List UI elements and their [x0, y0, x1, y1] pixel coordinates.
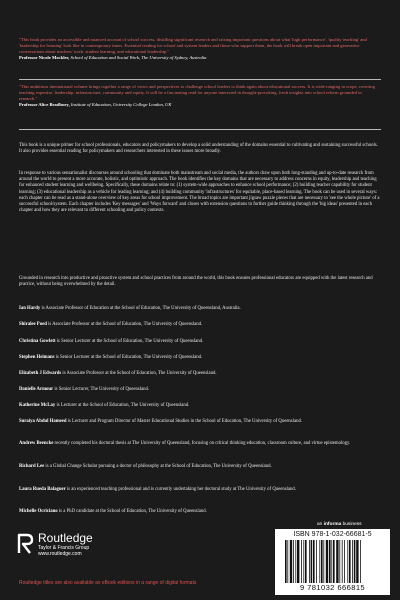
barcode-bars: [285, 540, 381, 583]
divider: [19, 79, 381, 80]
contributor-bio: [19, 339, 381, 345]
contributor-bio: [19, 509, 381, 515]
barcode-bar: [347, 540, 348, 583]
description-paragraph: Grounded in research into productive and proactive system and school practices from around the world, this book ensures professional educators are equipped with the latest research and practice, without being overwhelmed by the detail.: [19, 276, 373, 288]
contributor-bio: [19, 355, 381, 361]
endorsement-quote: "This book provides an accessible and nuanced account of school success, distilling significant research and raising important questions about what 'high performance', 'quality teaching' and 'leadership for learning' look like in contemporary times. Essential reading for school and system leaders and those who support them, the book will break open important and generative conversations about teachers' work, student learning, and educational leadership.": [19, 37, 367, 55]
barcode-bar: [342, 540, 343, 583]
description-paragraph: This book is a unique primer for school professionals, educators and policymakers to develop a solid understanding of the domains essential to cultivating and sustaining successful schools. It also provides essential reading for policymakers and researchers interested in these issues more broadly.: [19, 143, 378, 155]
endorsement-quote: "This ambitious international volume brings together a range of views and perspectives to challenge school leaders to think again about educational success. It is wide-ranging in scope, covering teaching expertise, leadership, infrastructure, community and equity. It will be a fascinating read for anyone interested in thought-provoking, fresh insights into school reform grounded in research.": [19, 84, 375, 102]
description-paragraph: In response to various sensationalist discourses around schooling that dominate both mainstream and social media, the authors draw upon both long-standing and up-to-date research from around the world to present a more accurate, holistic, and optimistic approach. The book identifies the key domains that are necessary to address concerns in equity, leadership and teaching for enhanced student learning and wellbeing. Specifically, these domains relate to: (1) system-wide approaches to enhance school performance; (2) building teacher capability for student learning; (3) educational leadership as a vehicle for leading learning; and (4) building community 'infrastructures' for equitable, place-based learning. The book can be used in several ways: each chapter can be read as a stand-alone overview of key areas for school improvement. The broad topics are important jigsaw puzzle pieces that are necessary to 'see the whole picture' of a successful school/system. Each chapter includes 'Key messages' and 'Ways forward' and closes with extension questions to further guide thinking through the 'big ideas' presented in each chapter and how they are relevant to different schooling and policy contexts.: [19, 171, 380, 214]
contributor-name: Shiralee Poed: [19, 322, 47, 327]
contributor-text: is Lecturer at the School of Education, The University of Queensland.: [55, 403, 190, 408]
contributor-bio: [19, 322, 381, 328]
barcode-bar: [360, 540, 361, 583]
barcode-bar: [356, 540, 358, 583]
publisher-name: Routledge: [38, 531, 93, 545]
contributor-text: is Senior Lecturer, The University of Queensland.: [53, 387, 150, 392]
contributor-name: Elizabeth J Edwards: [19, 371, 62, 376]
contributor-name: Katherine McLay: [19, 403, 56, 408]
barcode-bar: [290, 540, 292, 583]
endorsement-author: Professor Nicole Mockler, School of Education and Social Work, The University of Sydney, Australia: [19, 55, 207, 61]
contributor-name: Richard Lee: [19, 464, 45, 469]
contributor-text: is Associate Professor at the School of Education, The University of Queensland.: [46, 322, 203, 327]
barcode-bar: [309, 540, 310, 583]
contributor-bio: [19, 371, 381, 377]
divider: [19, 129, 381, 130]
contributor-name: Stephen Heimans: [19, 355, 55, 360]
contributor-text: is an experienced teaching professional and is currently undertaking her doctoral study at The University of Queensland.: [65, 487, 296, 492]
barcode-bar: [293, 540, 294, 583]
informa-word: informa: [323, 522, 342, 527]
barcode-bar: [313, 540, 315, 583]
contributor-text: is Associate Professor at the School of Education, The University of Queensland.: [61, 371, 217, 376]
barcode-bar: [316, 540, 317, 583]
contributor-text: recently completed his doctoral thesis at The University of Queensland, focusing on critical thinking education, classroom culture, and virtue epistemology.: [53, 441, 351, 446]
barcode-bar: [354, 540, 356, 583]
contributor-name: Ian Hardy: [19, 306, 41, 311]
barcode-bar: [319, 540, 320, 583]
barcode-bar: [329, 540, 331, 583]
contributor-text: is Senior Lecturer at the School of Education, The University of Queensland.: [55, 339, 204, 344]
routledge-logo-icon: [17, 532, 34, 554]
contributor-name: Suraiya Abdul Hameed: [19, 419, 67, 424]
contributor-name: Laura Rueda Balaguer: [19, 487, 66, 492]
contributor-bio: [19, 403, 381, 409]
informa-suffix: business: [341, 522, 362, 527]
routledge-logo: [17, 530, 137, 570]
endorser-name: Professor Alice Bradbury: [19, 102, 69, 108]
isbn-text: ISBN 978-1-032-66681-5: [293, 531, 372, 538]
barcode-bar: [321, 540, 323, 583]
endorser-affiliation: School of Education and Social Work, The University of Sydney, Australia: [70, 55, 207, 61]
informa-prefix: an: [317, 522, 324, 527]
publisher-group: Taylor & Francis Group: [38, 545, 90, 551]
barcode-bar: [285, 540, 287, 583]
endorser-affiliation: Institute of Education, University College London, UK: [70, 102, 172, 108]
barcode-bar: [344, 540, 345, 583]
contributor-text: is Senior Lecturer at the School of Education, The University of Queensland.: [54, 355, 203, 360]
contributor-text: is a Global Change Scholar pursuing a doctor of philosophy at the School of Education, The University of Queensland.: [44, 464, 272, 469]
contributor-name: Andrew Beencke: [19, 441, 54, 446]
barcode-bar: [295, 540, 296, 583]
barcode-bar: [326, 540, 328, 583]
barcode-bar: [301, 540, 302, 583]
barcode-bar: [297, 540, 299, 583]
endorsement-2: [19, 84, 381, 108]
barcode-bar: [311, 540, 313, 583]
publisher-url: www.routledge.com: [38, 551, 82, 557]
informa-tagline: [317, 522, 362, 527]
barcode-bar: [339, 540, 340, 583]
ebook-note: Routledge titles are also available as eBook editions in a range of digital formats: [19, 580, 197, 586]
contributor-name: Christina Gowlett: [19, 339, 56, 344]
contributor-text: is a PhD candidate at the School of Education, The University of Queensland.: [57, 509, 207, 514]
barcode-bar: [323, 540, 324, 583]
barcode-bar: [349, 540, 351, 583]
barcode-bar: [333, 540, 335, 583]
barcode: [275, 529, 390, 595]
contributor-text: is Lecturer and Program Director of Master Educational Studies in the School of Education, The University of Queensland.: [66, 419, 303, 424]
barcode-bar: [331, 540, 332, 583]
barcode-bar: [303, 540, 304, 583]
contributor-bio: [19, 419, 381, 425]
endorser-name: Professor Nicole Mockler: [19, 55, 69, 61]
contributor-bio: [19, 464, 381, 470]
barcode-bar: [352, 540, 353, 583]
contributor-bio: [19, 441, 381, 447]
contributor-bio: [19, 306, 381, 312]
contributor-bio: [19, 387, 381, 393]
contributor-bio: [19, 487, 381, 493]
contributor-name: Michelle Ocriciano: [19, 509, 58, 514]
barcode-bar: [305, 540, 307, 583]
contributor-name: Danielle Armour: [19, 387, 54, 392]
endorsement-1: [19, 37, 381, 61]
endorsement-author: Professor Alice Bradbury, Institute of Education, University College London, UK: [19, 102, 172, 108]
barcode-bar: [287, 540, 288, 583]
contributor-text: is Associate Professor of Education at the School of Education, The University of Queensland, Australia.: [40, 306, 241, 311]
barcode-digits: 9 781032 666815: [299, 583, 366, 592]
barcode-bar: [336, 540, 338, 583]
